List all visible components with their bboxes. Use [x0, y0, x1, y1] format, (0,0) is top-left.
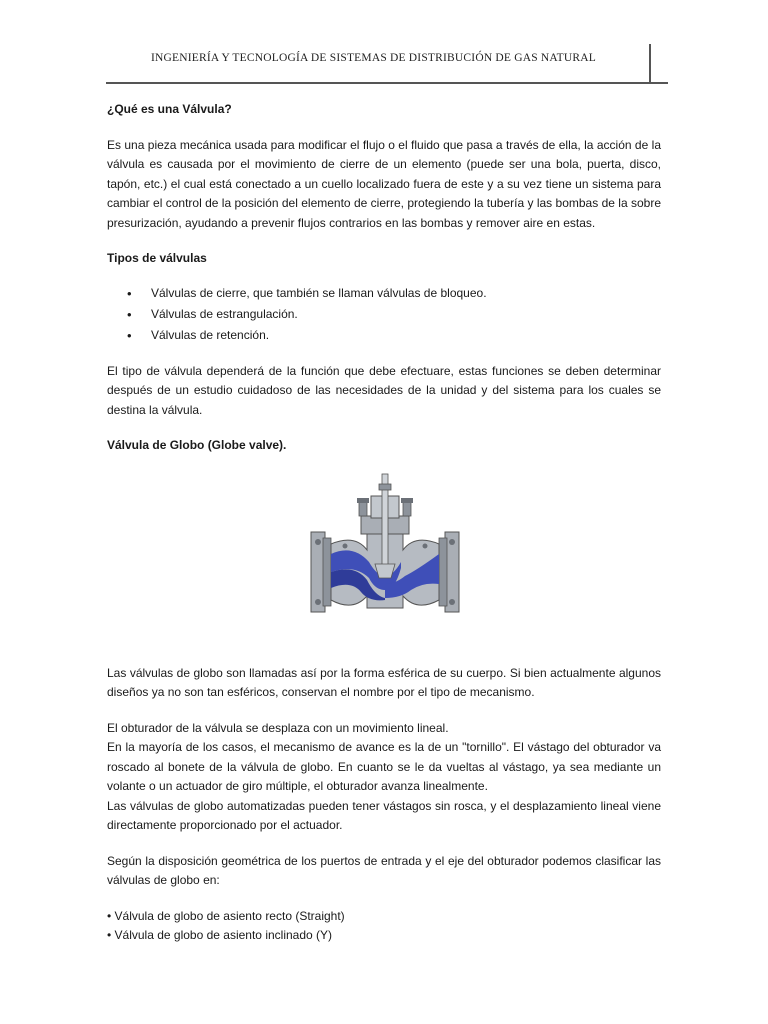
paragraph-obturador: El obturador de la válvula se desplaza con un movimiento lineal.: [107, 720, 449, 735]
globe-valve-illustration: [305, 472, 465, 632]
globe-valve-figure: [107, 472, 661, 642]
heading-valvula-globo: Válvula de Globo (Globe valve).: [107, 438, 287, 452]
paragraph-clasificacion: Según la disposición geométrica de los puertos de entrada y el eje del obturador podemos clasificar las válvulas de globo en:: [107, 853, 661, 887]
list-item: • Válvulas de estrangulación.: [107, 304, 661, 325]
list-item: • Válvula de globo de asiento recto (Straight): [107, 908, 345, 923]
paragraph-globe-intro: Las válvulas de globo son llamadas así por la forma esférica de su cuerpo. Si bien actualmente algunos diseños ya no son tan esféricos, conservan el nombre por el tipo de mecanismo.: [107, 665, 661, 699]
header-divider-horizontal: [106, 82, 668, 84]
heading-tipos-valvulas: Tipos de válvulas: [107, 251, 207, 265]
list-item: • Válvulas de retención.: [107, 325, 661, 346]
header-divider-vertical: [649, 44, 651, 82]
paragraph-definition: Es una pieza mecánica usada para modificar el flujo o el fluido que pasa a través de ella, la acción de la válvula es causada por el movimiento de cierre de un elemento (puede ser una bola, puerta, disco, tapón, etc.) el cual está conectado a un cuello localizado fuera de este y a su vez tiene un sistema para cambiar el control de la posición del elemento de cierre, protegiendo la tubería y las bombas de la sobre presurización, ayudando a prevenir flujos contrarios en las bombas y remover aire en estas.: [107, 137, 661, 230]
page-header: [106, 48, 651, 82]
header-title: INGENIERÍA Y TECNOLOGÍA DE SISTEMAS DE DISTRIBUCIÓN DE GAS NATURAL: [151, 52, 596, 64]
paragraph-automatizadas: Las válvulas de globo automatizadas pueden tener vástagos sin rosca, y el desplazamiento lineal viene directamente proporcionado por el actuador.: [107, 798, 661, 832]
heading-que-es-valvula: ¿Qué es una Válvula?: [107, 102, 232, 116]
document-body: [107, 100, 661, 946]
list-item: • Válvula de globo de asiento inclinado (Y): [107, 928, 333, 942]
paragraph-tornillo: En la mayoría de los casos, el mecanismo de avance es la de un "tornillo". El vástago del obturador va roscado al bonete de la válvula de globo. En cuanto se le da vueltas al vástago, ya sea mediante un volante o un actuador de giro múltiple, el obturador avanza linealmente.: [107, 740, 661, 793]
paragraph-function: El tipo de válvula dependerá de la función que debe efectuare, estas funciones se deben determinar después de un estudio cuidadoso de las necesidades de la unidad y del sistema para los cuales se destina la válvula.: [107, 363, 661, 417]
valve-types-list: [107, 283, 661, 346]
list-item: • Válvulas de cierre, que también se llaman válvulas de bloqueo.: [107, 283, 661, 304]
globe-types-list: [107, 907, 661, 946]
